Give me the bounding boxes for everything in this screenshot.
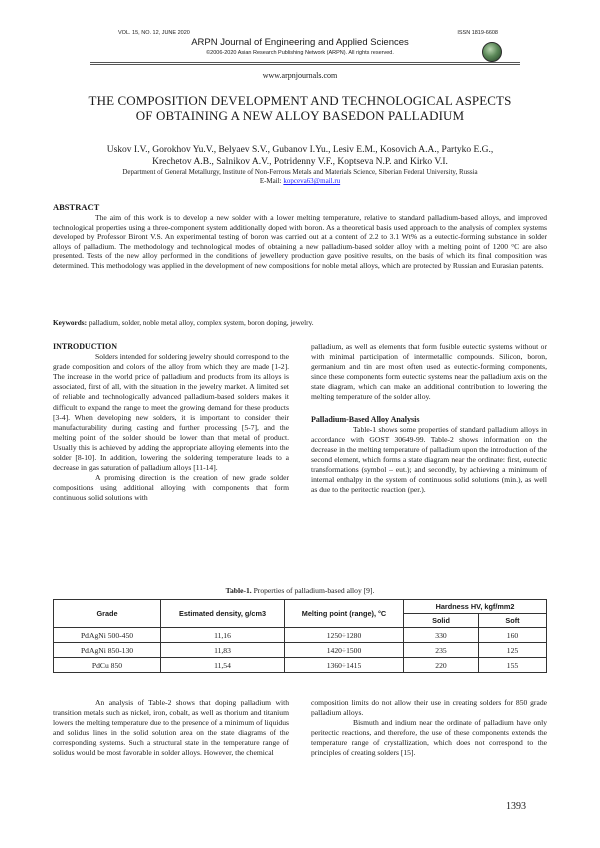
affiliation-block: [40, 168, 560, 186]
keywords: [53, 318, 547, 327]
col-header-hardness: Hardness HV, kgf/mm2: [404, 600, 547, 614]
cell-soft: 155: [479, 658, 547, 673]
journal-url[interactable]: www.arpnjournals.com: [262, 71, 338, 80]
bottom-paragraph-right-1: composition limits do not allow their use in creating solders for 850 grade palladium alloys.: [311, 698, 547, 718]
col-header-density: Estimated density, g/cm3: [161, 600, 285, 628]
copyright-notice: ©2006-2020 Asian Research Publishing Network (ARPN). All rights reserved.: [206, 50, 394, 56]
abstract-text: The aim of this work is to develop a new solder with a lower melting temperature, relative to standard palladium-based alloys, and improved technological properties using a three-component system additionally doped with boron. As a theoretical basis used approach to the analysis of complex systems developed by Professor Biront V.S. An experimental testing of boron was carried out at a content of 2.2 to 3.1 Wt% as a eutectic-forming substance in solder alloys of palladium. The methodology and technological modes of obtaining a new palladium-based solder alloy with a melting point of 1200 °C are also presented. Tests of the new alloy performed in the conditions of jewellery production gave positive results, on the basis of which its final composition was determined. This methodology was applied in the development of new compositions for noble metal alloys, which are protected by Russian and Eurasian patents.: [53, 213, 547, 270]
col-header-melting: Melting point (range), °C: [285, 600, 404, 628]
journal-logo: [482, 42, 502, 62]
cell-density: 11,83: [161, 643, 285, 658]
cell-density: 11,54: [161, 658, 285, 673]
cell-grade: PdCu 850: [54, 658, 161, 673]
intro-paragraph-1: Solders intended for soldering jewelry should correspond to the grade composition and colors of the alloy from which they are made [1-2]. The increase in the world price of palladium and products from its alloys is associated, first of all, with the situation in the jewelry market. A limited set of reliable and technologically advanced palladium-based solders makes it difficult to expand the range to meet the growing demand for these products [3-4]. When developing new solders, it is important to consider their manufacturability during casting and further processing [5-7], and the melting point of the solder should be lower than that metal of product. Usually this is achieved by adding the appropriate alloying elements into the solder [8-10]. In addition, lowering the soldering temperature leads to a decrease in gas saturation of palladium alloys [11-14].: [53, 352, 289, 473]
issn: ISSN 1819-6608: [457, 30, 498, 36]
bottom-right-column: [311, 698, 547, 759]
title-line-1: THE COMPOSITION DEVELOPMENT AND TECHNOLOGICAL ASPECTS: [88, 93, 512, 108]
authors-line-1: Uskov I.V., Gorokhov Yu.V., Belyaev S.V., Gubanov I.Yu., Lesiv E.M., Kosovich A.A., Partyko E.G.,: [106, 145, 494, 155]
title-line-2: OF OBTAINING A NEW ALLOY BASEDON PALLADIUM: [135, 108, 465, 123]
email-line: [40, 177, 560, 186]
header-divider: [90, 62, 520, 63]
intro-paragraph-2: A promising direction is the creation of new grade solder compositions using additional alloying with components that form continuous solid solutions with: [53, 473, 289, 503]
table-caption: [0, 586, 600, 595]
affiliation: Department of General Metallurgy, Institute of Non-Ferrous Metals and Materials Science, Siberian Federal University, Russia: [122, 168, 478, 176]
bottom-left-column: [53, 698, 289, 759]
col-header-solid: Solid: [404, 614, 479, 628]
cell-solid: 330: [404, 628, 479, 643]
page-number: 1393: [506, 801, 526, 812]
col-header-grade: Grade: [54, 600, 161, 628]
table-row: [54, 658, 547, 673]
cell-melting: 1250÷1280: [285, 628, 404, 643]
keywords-text: palladium, solder, noble metal alloy, complex system, boron doping, jewelry.: [87, 318, 314, 327]
author-list: [60, 144, 540, 168]
col-header-soft: Soft: [479, 614, 547, 628]
table-row: [54, 643, 547, 658]
cell-solid: 235: [404, 643, 479, 658]
bottom-paragraph-left: An analysis of Table-2 shows that doping palladium with transition metals such as nickel, iron, cobalt, as well as thorium and titanium lowers the melting temperature due to the presence of a minimum of liquidus and solidus lines in the solid solution area on the state diagrams of the corresponding systems. Such a structural state in the temperature range of solidus would be most favorable in solder alloys. However, the chemical: [53, 698, 289, 758]
properties-table: [53, 599, 547, 673]
cell-solid: 220: [404, 658, 479, 673]
cell-grade: PdAgNi 500-450: [54, 628, 161, 643]
email-label: E-Mail:: [259, 177, 284, 185]
volume-info: VOL. 15, NO. 12, JUNE 2020: [118, 30, 190, 36]
intro-paragraph-3: palladium, as well as elements that form fusible eutectic systems without or with minimal participation of intermetallic compounds. Silicon, boron, germanium and tin are most often used as eutectic-forming components, since these components form eutectic systems near the palladium axis on the state diagram, which can make an additional contribution to lowering the melting temperature of the solder alloy.: [311, 342, 547, 402]
cell-soft: 125: [479, 643, 547, 658]
authors-line-2: Krechetov A.B., Salnikov A.V., Potridenny V.F., Koptseva N.P. and Kirko V.I.: [152, 157, 448, 167]
table-caption-text: Properties of palladium-based alloy [9].: [251, 586, 375, 595]
table-caption-label: Table-1.: [225, 586, 252, 595]
abstract-heading: ABSTRACT: [53, 202, 100, 212]
left-column: [53, 342, 289, 504]
table-row: [54, 628, 547, 643]
cell-grade: PdAgNi 850-130: [54, 643, 161, 658]
header-divider-double: [90, 64, 520, 65]
cell-melting: 1360÷1415: [285, 658, 404, 673]
intro-heading: INTRODUCTION: [53, 342, 118, 351]
analysis-paragraph-1: Table-1 shows some properties of standard palladium alloys in accordance with GOST 30649-99. Table-2 shows information on the decrease in the melting temperature of palladium upon the introduction of the second element, which forms a state diagram near the ordinate: first, eutectic transformations (symbol – eut.); and secondly, by achieving a minimum of internal enthalpy in the system of continuous solid solutions (min.), as well as due to the peritectic reaction (per.).: [311, 424, 547, 495]
paper-title: [40, 93, 560, 123]
cell-melting: 1420÷1500: [285, 643, 404, 658]
cell-soft: 160: [479, 628, 547, 643]
right-column: [311, 342, 547, 495]
analysis-heading: Palladium-Based Alloy Analysis: [311, 414, 420, 424]
bottom-paragraph-right-2: Bismuth and indium near the ordinate of palladium have only peritectic reactions, and therefore, the use of these components extends the temperature range of crystallization, which does not correspond to the principles of creating solders [15].: [311, 718, 547, 758]
email-link[interactable]: kopceva63@mail.ru: [283, 177, 341, 185]
cell-density: 11,16: [161, 628, 285, 643]
journal-name: ARPN Journal of Engineering and Applied Sciences: [191, 37, 409, 48]
keywords-label: Keywords:: [53, 318, 88, 327]
